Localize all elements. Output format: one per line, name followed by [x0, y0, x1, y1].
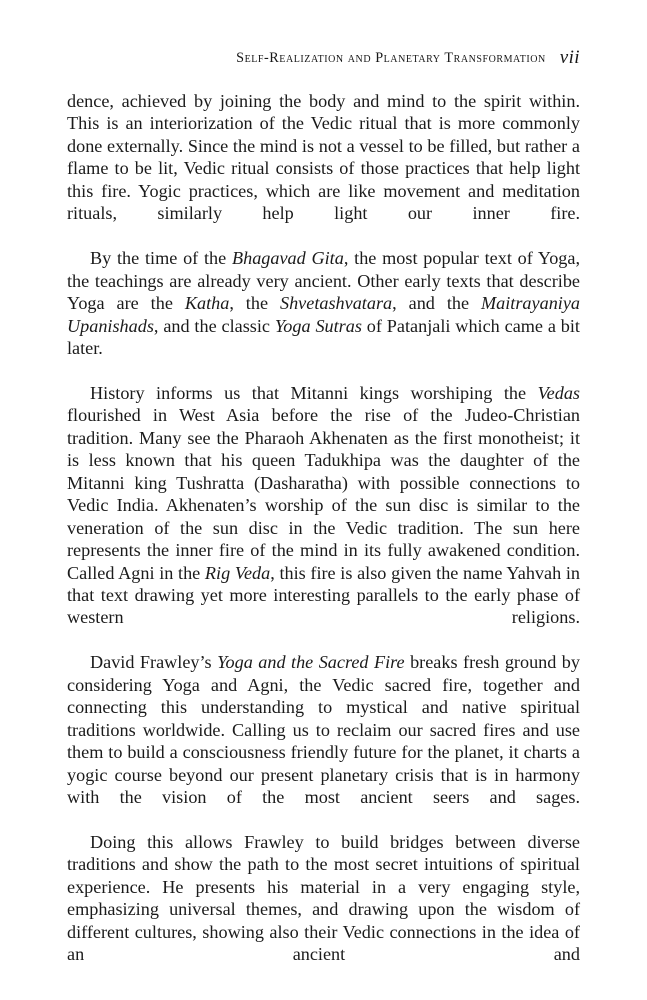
running-head-title: Self-Realization and Planetary Transformation [236, 50, 546, 66]
text-run: breaks fresh ground by considering Yoga and Agni, the Vedic sacred fire, together and connecting this understanding to mystical and native spiritual traditions worldwide. Calling us to reclaim our sacred fires and use them to build a consciousness friendly future for the planet, it charts a yogic course beyond our present planetary crisis that is in harmony with the vision of the most ancient seers and sages. [67, 652, 580, 808]
text-run: , and the [392, 293, 481, 314]
text-run: of Patanjali which came a bit later. [67, 315, 580, 358]
text-run: History informs us that Mitanni kings worshiping the [90, 382, 538, 403]
text-run: , the most popular text of Yoga, the teachings are already very ancient. Other early texts that describe Yoga are the [67, 248, 581, 314]
italic-title: Yoga and the Sacred Fire [217, 652, 405, 673]
italic-title: Shvetashvatara [279, 293, 393, 314]
body-paragraph [67, 651, 580, 831]
page-number: vii [559, 47, 580, 68]
text-run: flourished in West Asia before the rise of the Judeo-Christian tradition. Many see the Pharaoh Akhenaten as the first monotheist; it is less known that his queen Tadukhipa was the daughter of the Mitanni king Tushratta (Dasharatha) with possible connections to Vedic India. Akhenaten’s worship of the sun disc is similar to the veneration of the sun disc in the Vedic tradition. The sun here represents the inner fire of the mind in its fully awakened condition. Called Agni in the [67, 405, 580, 583]
text-run: , and the classic [153, 315, 275, 336]
text-run: By the time of the [90, 248, 232, 269]
italic-title: Maitrayaniya Upanishads [67, 293, 581, 336]
italic-title: Bhagavad Gita [231, 248, 344, 269]
italic-title: Rig Veda [204, 562, 271, 583]
running-head [67, 47, 580, 73]
body-paragraph [67, 831, 580, 988]
text-run: dence, achieved by joining the body and mind to the spirit within. This is an interiorization of the Vedic ritual that is more commonly done externally. Since the mind is not a vessel to be filled, but rather a flame to be lit, Vedic ritual consists of those practices that help light this fire. Yogic practices, which are like movement and meditation rituals, similarly help light our inner fire. [67, 91, 580, 224]
italic-title: Katha [184, 293, 230, 314]
body-paragraph [67, 382, 580, 651]
text-run: , the [229, 293, 280, 314]
italic-title: Yoga Sutras [274, 315, 362, 336]
text-run: , this fire is also given the name Yahvah in that text drawing yet more interesting parallels to the early phase of western religions. [67, 562, 580, 628]
italic-title: Vedas [537, 382, 580, 403]
body-paragraph [67, 247, 580, 382]
body-text-block [67, 90, 580, 988]
text-run: David Frawley’s [90, 652, 218, 673]
body-paragraph [67, 90, 580, 247]
text-run: Doing this allows Frawley to build bridges between diverse traditions and show the path to the most secret intuitions of spiritual experience. He presents his material in a very engaging style, emphasizing universal themes, and drawing upon the wisdom of different cultures, showing also their Vedic connections in the idea of an ancient and [67, 831, 580, 965]
